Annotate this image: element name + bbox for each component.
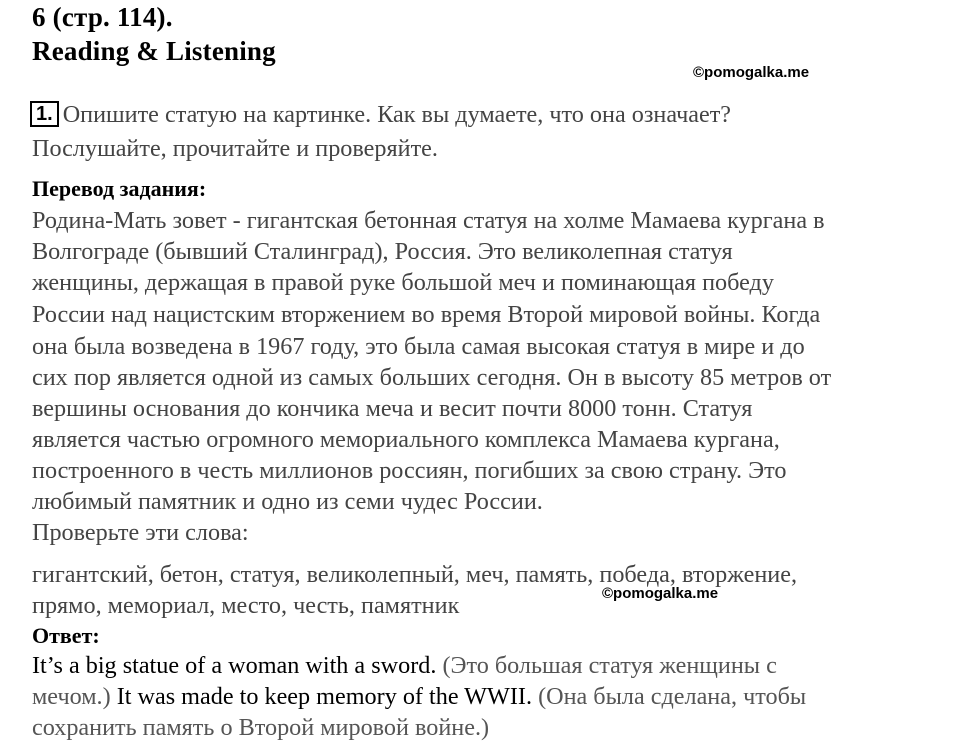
answer-line-1 bbox=[32, 652, 777, 680]
check-words-prompt: Проверьте эти слова: bbox=[32, 519, 249, 546]
answer-heading: Ответ: bbox=[32, 623, 100, 648]
translation-line: Волгограде (бывший Сталинград), Россия. Это великолепная статуя bbox=[32, 238, 733, 265]
answer-russian-1: (Это большая статуя женщины с bbox=[436, 652, 777, 679]
translation-line: Родина-Мать зовет - гигантская бетонная статуя на холме Мамаева кургана в bbox=[32, 207, 825, 234]
task-number-box: 1. bbox=[30, 101, 59, 127]
answer-english-1: It’s a big statue of a woman with a sword. bbox=[32, 652, 437, 679]
task-line-2: Послушайте, прочитайте и проверяйте. bbox=[32, 135, 438, 162]
answer-line-2 bbox=[32, 683, 806, 711]
watermark: ©pomogalka.me bbox=[693, 64, 810, 81]
translation-line: она была возведена в 1967 году, это была самая высокая статуя в мире и до bbox=[32, 333, 805, 360]
translation-line: сих пор является одной из самых больших сегодня. Он в высоту 85 метров от bbox=[32, 364, 832, 391]
section-title: Reading & Listening bbox=[32, 36, 276, 66]
task-text-1: Опишите статую на картинке. Как вы думаете, что она означает? bbox=[62, 101, 732, 128]
translation-line: России над нацистским вторжением во время Второй мировой войны. Когда bbox=[32, 301, 821, 328]
answer-line-3: сохранить память о Второй мировой войне.) bbox=[32, 714, 490, 741]
translation-line: женщины, держащая в правой руке большой меч и поминающая победу bbox=[32, 269, 774, 296]
task-line-1 bbox=[30, 101, 731, 129]
word-list-line-1: гигантский, бетон, статуя, великолепный, меч, память, победа, вторжение, bbox=[32, 561, 798, 588]
translation-heading: Перевод задания: bbox=[32, 176, 207, 201]
answer-russian-2a: мечом.) bbox=[32, 683, 111, 710]
answer-russian-2b: (Она была сделана, чтобы bbox=[532, 683, 807, 710]
translation-line: является частью огромного мемориального комплекса Мамаева кургана, bbox=[32, 426, 780, 453]
translation-line: построенного в честь миллионов россиян, погибших за свою страну. Это bbox=[32, 457, 787, 484]
word-list-line-2: прямо, мемориал, место, честь, памятник bbox=[32, 592, 460, 619]
answer-english-2: It was made to keep memory of the WWII. bbox=[110, 683, 533, 710]
translation-line: любимый памятник и одно из семи чудес России. bbox=[32, 488, 543, 515]
translation-line: вершины основания до кончика меча и весит почти 8000 тонн. Статуя bbox=[32, 395, 753, 422]
exercise-number-title: 6 (стр. 114). bbox=[32, 2, 173, 32]
watermark: ©pomogalka.me bbox=[602, 585, 719, 602]
